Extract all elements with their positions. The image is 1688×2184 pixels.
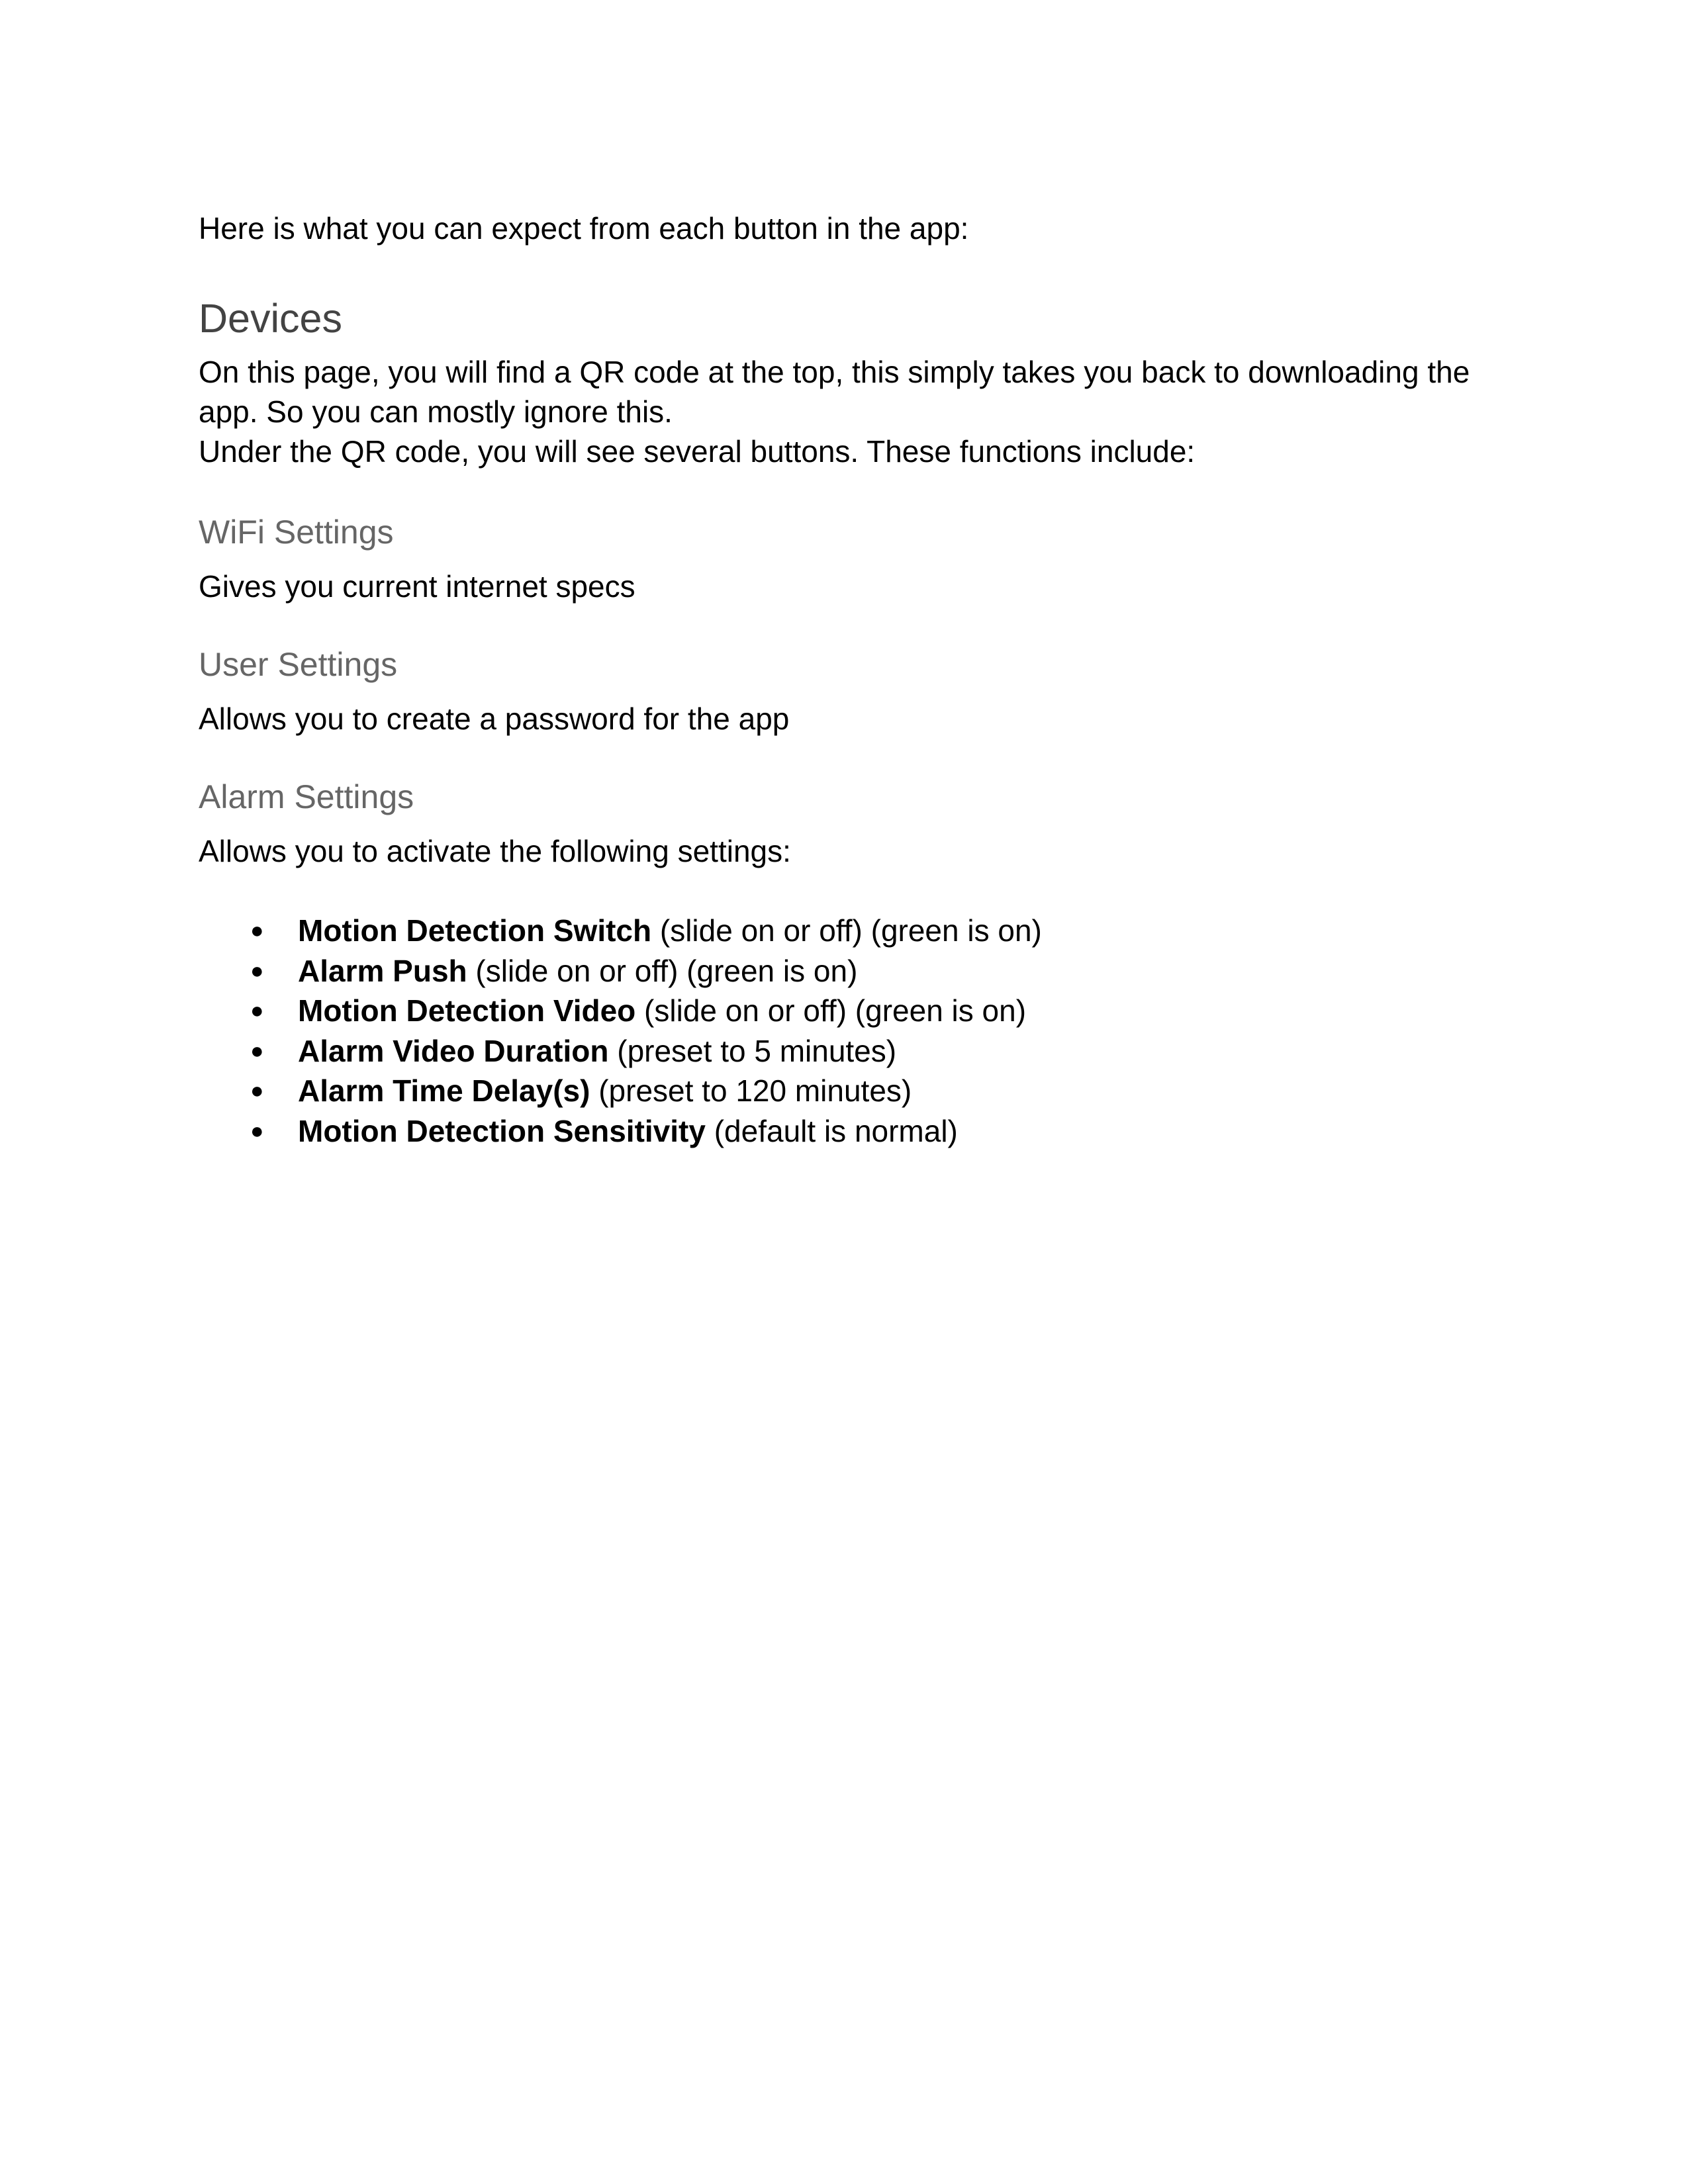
bullet-icon: ● — [250, 1038, 264, 1064]
setting-description: (slide on or off) (green is on) — [467, 953, 858, 988]
setting-description: (preset to 5 minutes) — [608, 1033, 897, 1068]
list-item — [199, 911, 1042, 951]
setting-term: Alarm Video Duration — [298, 1033, 609, 1068]
devices-paragraph-line: On this page, you will find a QR code at the top, this simply takes you back to downloading the — [199, 355, 1470, 389]
bullet-icon: ● — [250, 1078, 264, 1103]
list-item — [199, 951, 1042, 991]
bullet-icon: ● — [250, 918, 264, 943]
devices-paragraph-line: Under the QR code, you will see several buttons. These functions include: — [199, 434, 1196, 469]
user-settings-text: Allows you to create a password for the app — [199, 702, 790, 736]
bullet-icon: ● — [250, 958, 264, 983]
bullet-icon: ● — [250, 998, 264, 1023]
setting-description: (slide on or off) (green is on) — [635, 993, 1027, 1028]
alarm-settings-text: Allows you to activate the following settings: — [199, 834, 791, 868]
devices-paragraph — [199, 352, 1489, 471]
setting-description: (slide on or off) (green is on) — [651, 913, 1042, 948]
list-item — [199, 1071, 1042, 1111]
setting-description: (preset to 120 minutes) — [590, 1073, 912, 1108]
devices-paragraph-line: app. So you can mostly ignore this. — [199, 394, 673, 429]
alarm-settings-heading: Alarm Settings — [199, 778, 414, 815]
setting-term: Motion Detection Video — [298, 993, 636, 1028]
list-item — [199, 1031, 1042, 1071]
setting-term: Alarm Time Delay(s) — [298, 1073, 590, 1108]
list-item — [199, 1111, 1042, 1152]
wifi-settings-text: Gives you current internet specs — [199, 569, 635, 604]
setting-description: (default is normal) — [705, 1113, 958, 1148]
devices-heading: Devices — [199, 296, 342, 341]
wifi-settings-heading: WiFi Settings — [199, 514, 394, 551]
setting-term: Motion Detection Sensitivity — [298, 1113, 706, 1148]
setting-term: Motion Detection Switch — [298, 913, 652, 948]
setting-term: Alarm Push — [298, 953, 467, 988]
list-item — [199, 991, 1042, 1031]
bullet-icon: ● — [250, 1118, 264, 1144]
alarm-settings-list — [199, 911, 1042, 1151]
user-settings-heading: User Settings — [199, 646, 398, 683]
intro-text: Here is what you can expect from each button in the app: — [199, 211, 969, 246]
